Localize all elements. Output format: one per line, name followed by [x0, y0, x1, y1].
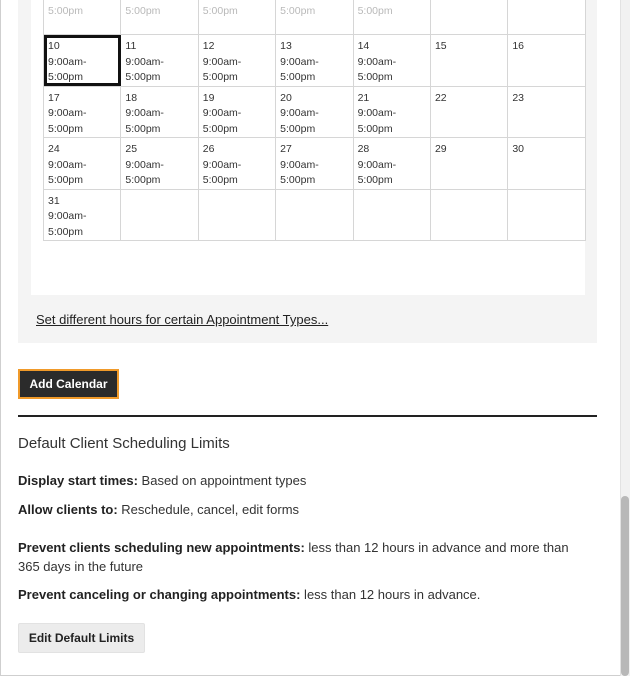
calendar-day-cell[interactable]	[198, 35, 275, 87]
calendar-day-number: 21	[357, 91, 370, 104]
calendar-week-row	[44, 35, 586, 87]
calendar-day-cell[interactable]	[353, 189, 430, 241]
calendar-day-number: 28	[357, 143, 370, 156]
calendar-day-cell[interactable]	[121, 189, 198, 241]
calendar-day-cell[interactable]	[121, 138, 198, 190]
calendar-day-hours: 9:00am-	[357, 55, 397, 68]
calendar-day-hours: 5:00pm	[280, 4, 316, 17]
calendar-day-number: 14	[357, 40, 370, 53]
calendar-day-cell[interactable]	[198, 0, 275, 35]
calendar-day-hours: 5:00pm	[48, 4, 84, 17]
edit-default-limits-button[interactable]: Edit Default Limits	[18, 623, 145, 653]
calendar-day-number: 23	[512, 91, 525, 104]
calendar-day-number: 30	[512, 143, 525, 156]
calendar-day-number: 15	[434, 40, 447, 53]
calendar-day-number: 24	[48, 143, 60, 156]
calendar-day-cell[interactable]	[508, 35, 585, 87]
calendar-day-cell[interactable]	[430, 189, 507, 241]
allow-clients-value: Reschedule, cancel, edit forms	[117, 502, 300, 517]
calendar-day-hours: 5:00pm	[357, 4, 393, 17]
calendar-day-cell[interactable]	[121, 35, 198, 87]
prevent-cancel-row	[18, 585, 588, 604]
calendar-day-number: 22	[434, 91, 447, 104]
calendar-day-cell[interactable]	[353, 35, 430, 87]
calendar-day-cell[interactable]	[276, 0, 353, 35]
calendar-day-hours: 9:00am-	[202, 55, 242, 68]
calendar-day-hours: 5:00pm	[48, 174, 84, 187]
prevent-new-appointments-row	[18, 538, 588, 576]
display-start-times-label: Display start times:	[18, 473, 138, 488]
calendar-day-hours: 5:00pm	[48, 122, 84, 135]
calendar-day-cell[interactable]	[121, 0, 198, 35]
calendar-day-number: 20	[280, 91, 292, 104]
calendar-day-number: 11	[125, 40, 137, 53]
calendar-day-hours: 9:00am-	[48, 210, 87, 223]
calendar-day-cell[interactable]	[276, 189, 353, 241]
calendar-day-cell[interactable]	[44, 138, 121, 190]
calendar-day-number: 10	[48, 40, 60, 53]
calendar-day-hours: 9:00am-	[357, 107, 397, 120]
calendar-day-number: 12	[202, 40, 215, 53]
calendar-day-hours: 9:00am-	[125, 158, 164, 171]
calendar-day-hours: 9:00am-	[280, 107, 319, 120]
allow-clients-row	[18, 500, 588, 519]
calendar-week-row	[44, 0, 586, 35]
calendar-day-hours: 5:00pm	[202, 122, 238, 135]
calendar-day-cell[interactable]	[430, 86, 507, 138]
allow-clients-label: Allow clients to:	[18, 502, 118, 517]
calendar-day-cell[interactable]	[44, 86, 121, 138]
calendar-day-hours: 9:00am-	[48, 107, 87, 120]
section-divider	[18, 415, 597, 417]
calendar-day-cell[interactable]	[508, 86, 585, 138]
calendar-day-number: 29	[434, 143, 447, 156]
calendar-day-cell[interactable]	[430, 138, 507, 190]
calendar-week-row	[44, 189, 586, 241]
calendar-day-cell[interactable]	[353, 86, 430, 138]
calendar-day-hours: 5:00pm	[125, 122, 161, 135]
calendar-day-hours: 5:00pm	[280, 174, 316, 187]
calendar-day-hours: 9:00am-	[125, 107, 164, 120]
calendar-day-cell[interactable]	[353, 138, 430, 190]
calendar-day-number: 31	[48, 194, 60, 207]
display-start-times-value: Based on appointment types	[137, 473, 307, 488]
calendar-day-hours: 5:00pm	[125, 4, 161, 17]
calendar-day-hours: 5:00pm	[125, 71, 161, 84]
vertical-scrollbar[interactable]	[620, 0, 630, 676]
scrollbar-thumb[interactable]	[621, 496, 629, 676]
calendar-day-hours: 5:00pm	[280, 122, 316, 135]
calendar-day-cell[interactable]	[430, 0, 507, 35]
calendar-day-cell[interactable]	[44, 189, 121, 241]
calendar-day-hours: 5:00pm	[357, 71, 393, 84]
calendar-day-number: 25	[125, 143, 138, 156]
display-start-times-row	[18, 471, 588, 490]
calendar-day-number: 18	[125, 91, 138, 104]
different-hours-link[interactable]: Set different hours for certain Appointment Types...	[36, 312, 329, 327]
calendar-day-cell[interactable]	[198, 138, 275, 190]
calendar-day-number: 26	[202, 143, 215, 156]
calendar-day-hours: 5:00pm	[202, 4, 238, 17]
calendar-week-row	[44, 138, 586, 190]
calendar-day-hours: 5:00pm	[202, 174, 238, 187]
prevent-cancel-value: less than 12 hours in advance.	[300, 587, 481, 602]
calendar-day-hours: 9:00am-	[48, 158, 87, 171]
calendar-day-hours: 9:00am-	[280, 55, 319, 68]
calendar-day-cell[interactable]	[198, 86, 275, 138]
calendar-day-hours: 5:00pm	[125, 174, 161, 187]
limits-section-title: Default Client Scheduling Limits	[18, 435, 230, 452]
prevent-cancel-label: Prevent canceling or changing appointments:	[18, 587, 301, 602]
prevent-new-appointments-label: Prevent clients scheduling new appointments:	[18, 540, 305, 555]
prevent-new-appointments-value: less than 12 hours in advance and more than 365 days in the future	[18, 540, 569, 574]
calendar-day-cell[interactable]	[44, 35, 121, 87]
calendar-day-number: 17	[48, 91, 60, 104]
calendar-day-cell[interactable]	[276, 35, 353, 87]
calendar-day-cell[interactable]	[198, 189, 275, 241]
calendar-day-number: 27	[280, 143, 292, 156]
calendar-day-hours: 9:00am-	[357, 158, 397, 171]
calendar-day-cell[interactable]	[276, 86, 353, 138]
add-calendar-button[interactable]: Add Calendar	[18, 369, 119, 399]
calendar-day-cell[interactable]	[353, 0, 430, 35]
calendar-day-hours: 5:00pm	[202, 71, 238, 84]
calendar-day-cell[interactable]	[508, 0, 585, 35]
calendar-day-cell[interactable]	[508, 189, 585, 241]
calendar-day-cell[interactable]	[508, 138, 585, 190]
calendar-day-cell[interactable]	[430, 35, 507, 87]
calendar-day-hours: 9:00am-	[280, 158, 319, 171]
calendar-day-cell[interactable]	[44, 0, 121, 35]
calendar-day-hours: 9:00am-	[202, 158, 242, 171]
calendar-day-hours: 5:00pm	[48, 225, 84, 238]
calendar-week-row	[44, 86, 586, 138]
calendar-day-hours: 5:00pm	[357, 122, 393, 135]
calendar-day-hours: 9:00am-	[125, 55, 164, 68]
calendar-day-hours: 9:00am-	[48, 55, 87, 68]
calendar-day-hours: 5:00pm	[357, 174, 393, 187]
calendar-day-cell[interactable]	[276, 138, 353, 190]
calendar-day-cell[interactable]	[121, 86, 198, 138]
calendar-day-hours: 9:00am-	[202, 107, 242, 120]
calendar-day-hours: 5:00pm	[48, 71, 84, 84]
calendar-day-number: 16	[512, 40, 525, 53]
calendar-day-number: 13	[280, 40, 292, 53]
calendar-day-number: 19	[202, 91, 215, 104]
calendar-day-hours: 5:00pm	[280, 71, 316, 84]
month-calendar	[43, 0, 586, 241]
